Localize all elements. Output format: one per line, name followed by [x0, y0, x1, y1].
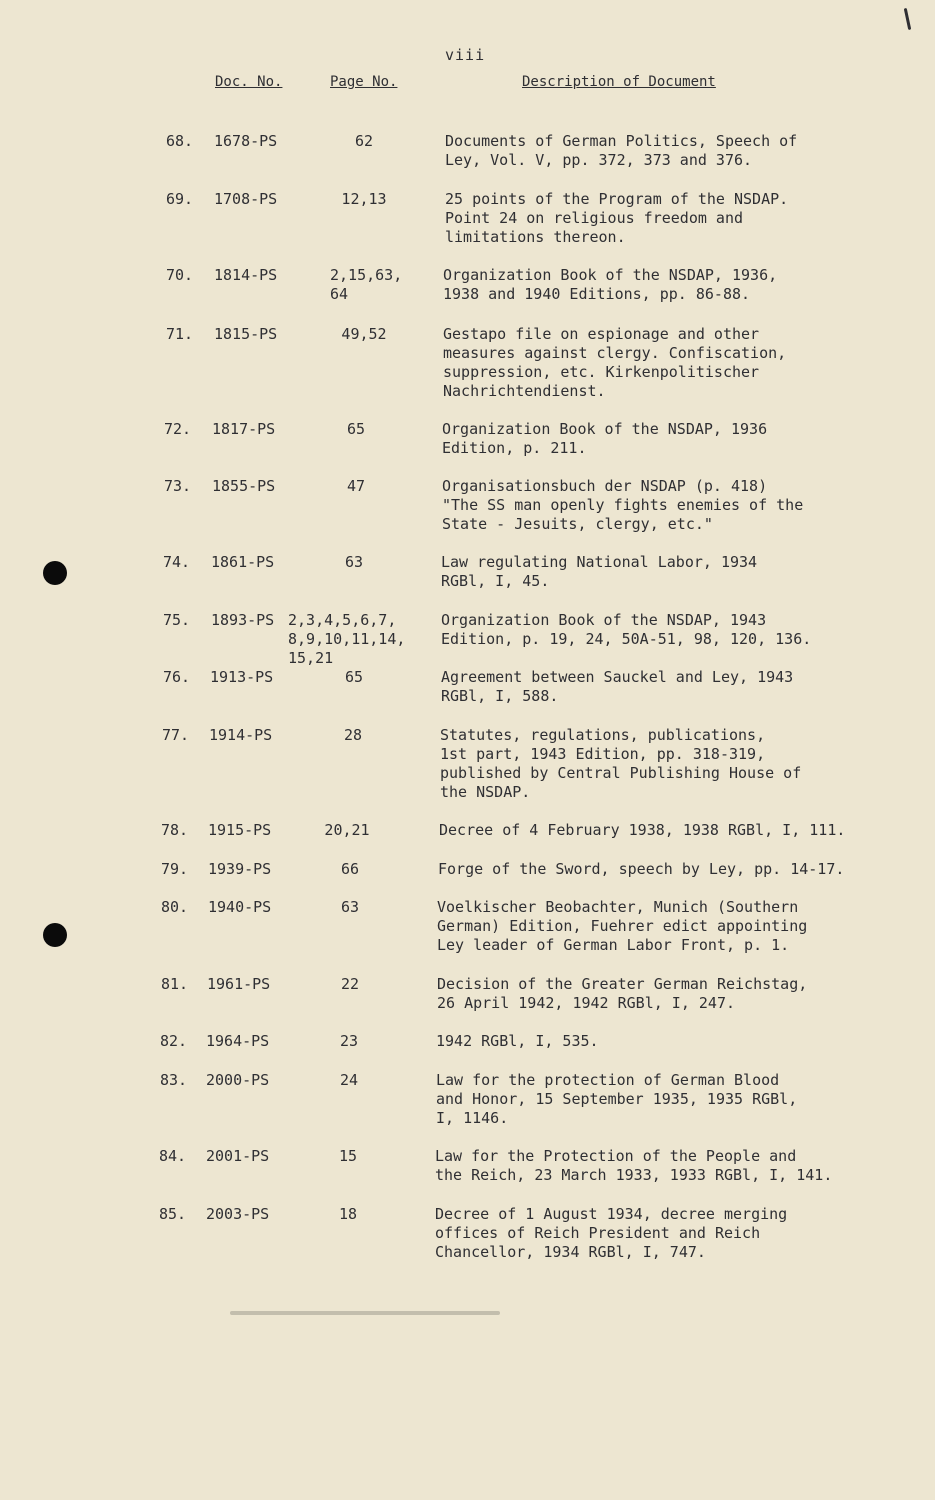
entry-description: Agreement between Sauckel and Ley, 1943 RGBl, I, 588. [441, 668, 794, 705]
entry-doc-no: 1861-PS [211, 553, 275, 571]
entry-doc-no: 1939-PS [208, 860, 272, 878]
entry-page-no: 23 [339, 1032, 359, 1050]
entry-number: 84. [159, 1147, 187, 1165]
entry-description: Gestapo file on espionage and other measures against clergy. Confiscation, suppression, etc. Kirkenpolitischer Nachrichtendienst. [443, 325, 787, 400]
entry-doc-no: 1817-PS [212, 420, 276, 438]
entry-description: Law for the Protection of the People and the Reich, 23 March 1933, 1933 RGBl, I, 141. [435, 1147, 833, 1184]
entry-number: 83. [160, 1071, 188, 1089]
entry-number: 77. [162, 726, 190, 744]
entry-description: Forge of the Sword, speech by Ley, pp. 14-17. [438, 860, 845, 878]
entry-number: 72. [164, 420, 192, 438]
entry-description: Statutes, regulations, publications, 1st part, 1943 Edition, pp. 318-319, published by Central Publishing House of the NSDAP. [440, 726, 802, 801]
entry-number: 78. [161, 821, 189, 839]
entry-description: Documents of German Politics, Speech of Ley, Vol. V, pp. 372, 373 and 376. [445, 132, 798, 169]
entry-description: Decree of 1 August 1934, decree merging offices of Reich President and Reich Chancellor, 1934 RGBl, I, 747. [435, 1205, 788, 1261]
entry-doc-no: 1708-PS [214, 190, 278, 208]
entry-number: 69. [166, 190, 194, 208]
header-doc-no: Doc. No. [215, 74, 283, 90]
entry-description: Organisationsbuch der NSDAP (p. 418) "The SS man openly fights enemies of the State - Jesuits, clergy, etc." [442, 477, 804, 533]
entry-description: Decree of 4 February 1938, 1938 RGBl, I, 111. [439, 821, 846, 839]
entry-number: 80. [161, 898, 189, 916]
entry-doc-no: 2001-PS [206, 1147, 270, 1165]
entry-description: Voelkischer Beobachter, Munich (Southern German) Edition, Fuehrer edict appointing Ley leader of German Labor Front, p. 1. [437, 898, 808, 954]
entry-number: 74. [163, 553, 191, 571]
entry-description: Decision of the Greater German Reichstag, 26 April 1942, 1942 RGBl, I, 247. [437, 975, 808, 1012]
entry-page-no: 47 [346, 477, 366, 495]
entry-description: 25 points of the Program of the NSDAP. Point 24 on religious freedom and limitations thereon. [445, 190, 789, 246]
entry-doc-no: 1855-PS [212, 477, 276, 495]
entry-page-no: 62 [354, 132, 374, 150]
smudge-mark [230, 1311, 500, 1315]
entry-doc-no: 1678-PS [214, 132, 278, 150]
entry-doc-no: 1964-PS [206, 1032, 270, 1050]
entry-page-no: 18 [338, 1205, 358, 1223]
entry-doc-no: 1915-PS [208, 821, 272, 839]
entry-number: 68. [166, 132, 194, 150]
page-number: viii [445, 46, 486, 64]
entry-page-no: 20,21 [324, 821, 370, 839]
punch-hole [43, 923, 67, 947]
entry-page-no: 28 [343, 726, 363, 744]
entry-page-no: 63 [340, 898, 360, 916]
entry-page-no: 24 [339, 1071, 359, 1089]
entry-doc-no: 1961-PS [207, 975, 271, 993]
entry-description: 1942 RGBl, I, 535. [436, 1032, 599, 1050]
entry-number: 82. [160, 1032, 188, 1050]
entry-page-no: 63 [344, 553, 364, 571]
entry-description: Organization Book of the NSDAP, 1936 Edition, p. 211. [442, 420, 768, 457]
entry-description: Organization Book of the NSDAP, 1936, 1938 and 1940 Editions, pp. 86-88. [443, 266, 778, 303]
entry-description: Organization Book of the NSDAP, 1943 Edition, p. 19, 24, 50A-51, 98, 120, 136. [441, 611, 812, 648]
entry-page-no: 12,13 [341, 190, 387, 208]
entry-description: Law regulating National Labor, 1934 RGBl, I, 45. [441, 553, 758, 590]
edge-mark [904, 8, 912, 30]
entry-doc-no: 2003-PS [206, 1205, 270, 1223]
punch-hole [43, 561, 67, 585]
entry-number: 76. [163, 668, 191, 686]
entry-doc-no: 1913-PS [210, 668, 274, 686]
entry-page-no: 66 [340, 860, 360, 878]
entry-page-no: 2,15,63, 64 [330, 266, 403, 303]
entry-doc-no: 1893-PS [211, 611, 275, 629]
entry-page-no: 15 [338, 1147, 358, 1165]
entry-number: 81. [161, 975, 189, 993]
entry-page-no: 65 [344, 668, 364, 686]
header-page-no: Page No. [330, 74, 398, 90]
entry-doc-no: 1815-PS [214, 325, 278, 343]
header-description: Description of Document [522, 74, 716, 90]
entry-page-no: 49,52 [341, 325, 387, 343]
entry-doc-no: 1814-PS [214, 266, 278, 284]
entry-description: Law for the protection of German Blood and Honor, 15 September 1935, 1935 RGBl, I, 1146. [436, 1071, 798, 1127]
entry-number: 75. [163, 611, 191, 629]
entry-page-no: 65 [346, 420, 366, 438]
entry-number: 79. [161, 860, 189, 878]
entry-doc-no: 1914-PS [209, 726, 273, 744]
entry-doc-no: 1940-PS [208, 898, 272, 916]
entry-page-no: 2,3,4,5,6,7, 8,9,10,11,14, 15,21 [288, 611, 406, 667]
entry-number: 85. [159, 1205, 187, 1223]
entry-page-no: 22 [340, 975, 360, 993]
entry-doc-no: 2000-PS [206, 1071, 270, 1089]
entry-number: 73. [164, 477, 192, 495]
entry-number: 70. [166, 266, 194, 284]
entry-number: 71. [166, 325, 194, 343]
